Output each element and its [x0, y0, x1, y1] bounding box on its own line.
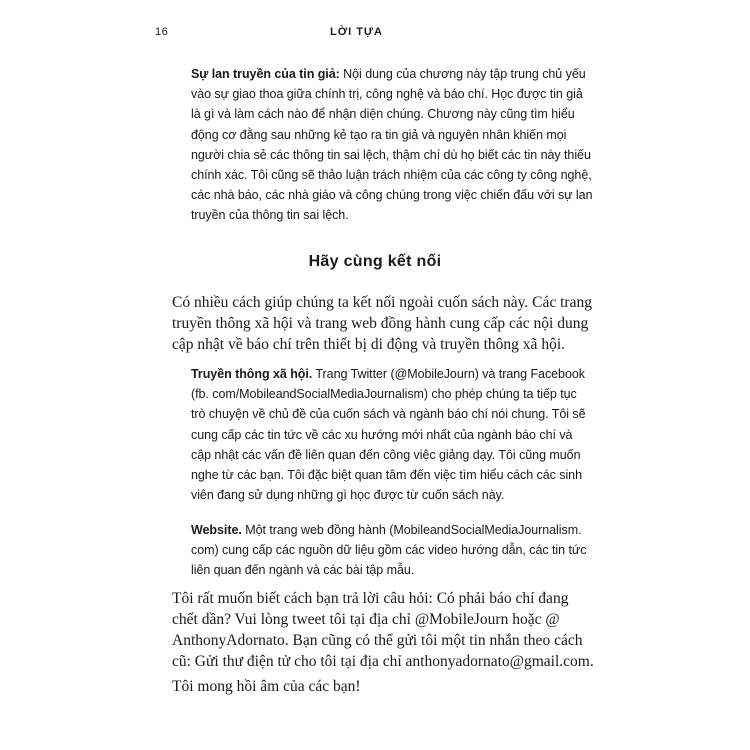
page-header	[155, 26, 595, 42]
misinformation-term: Sự lan truyền của tin giả:	[191, 67, 340, 81]
misinformation-text: Nội dung của chương này tập trung chủ yếu vào sự giao thoa giữa chính trị, công nghệ và báo chí. Học được tin giả là gì và làm cách nào để nhận diện chúng. Chương này cũng tìm hiểu động cơ đằng sau những kẻ tạo ra tin giả và nguyên nhân khiến mọi người chia sẻ các thông tin sai lệch, thậm chí dù họ biết các tin này thiếu chính xác. Tôi cũng sẽ thảo luận trách nhiệm của các công ty công nghệ, các nhà báo, các nhà giáo và công chúng trong việc chiến đấu với sự lan truyền của thông tin sai lệch.	[191, 67, 593, 223]
misinformation-section	[191, 64, 593, 226]
section-heading: Hãy cùng kết nối	[308, 253, 442, 270]
website-term: Website.	[191, 523, 242, 537]
closing-paragraph: Tôi rất muốn biết cách bạn trả lời câu hỏi: Có phải báo chí đang chết dần? Vui lòng tweet tôi tại địa chỉ @MobileJourn hoặc @ AnthonyAdornato. Bạn cũng có thể gửi tôi một tin nhắn theo cách cũ: Gửi thư điện tử cho tôi tại địa chỉ anthonyadornato@gmail.com.	[172, 590, 594, 670]
signoff-paragraph: Tôi mong hồi âm của các bạn!	[172, 678, 361, 695]
website-section	[191, 520, 593, 581]
running-head: LỜI TỰA	[330, 26, 384, 38]
website-text: Một trang web đồng hành (MobileandSocialMediaJournalism. com) cung cấp các nguồn dữ liệu gồm các video hướng dẫn, các tin tức liên quan đến ngành và các bài tập mẫu.	[191, 523, 587, 578]
social-media-term: Truyền thông xã hội.	[191, 367, 313, 381]
social-media-section	[191, 364, 593, 505]
social-media-text: Trang Twitter (@MobileJourn) và trang Facebook (fb. com/MobileandSocialMediaJournalism) cho phép chúng ta tiếp tục trò chuyện về chủ đề của cuốn sách và ngành báo chí nói chung. Tôi sẽ cung cấp các tin tức về các xu hướng mới nhất của ngành báo chí và cập nhật các vấn đề liên quan đến công việc giảng dạy. Tôi cũng muốn nghe từ các bạn. Tôi đặc biệt quan tâm đến việc tìm hiểu cách các sinh viên đang sử dụng những gì học được từ cuốn sách này.	[191, 367, 586, 503]
intro-paragraph: Có nhiều cách giúp chúng ta kết nối ngoài cuốn sách này. Các trang truyền thông xã hội và trang web đồng hành cung cấp các nội dung cập nhật về báo chí trên thiết bị di động và truyền thông xã hội.	[172, 294, 592, 353]
page-number: 16	[155, 26, 169, 38]
